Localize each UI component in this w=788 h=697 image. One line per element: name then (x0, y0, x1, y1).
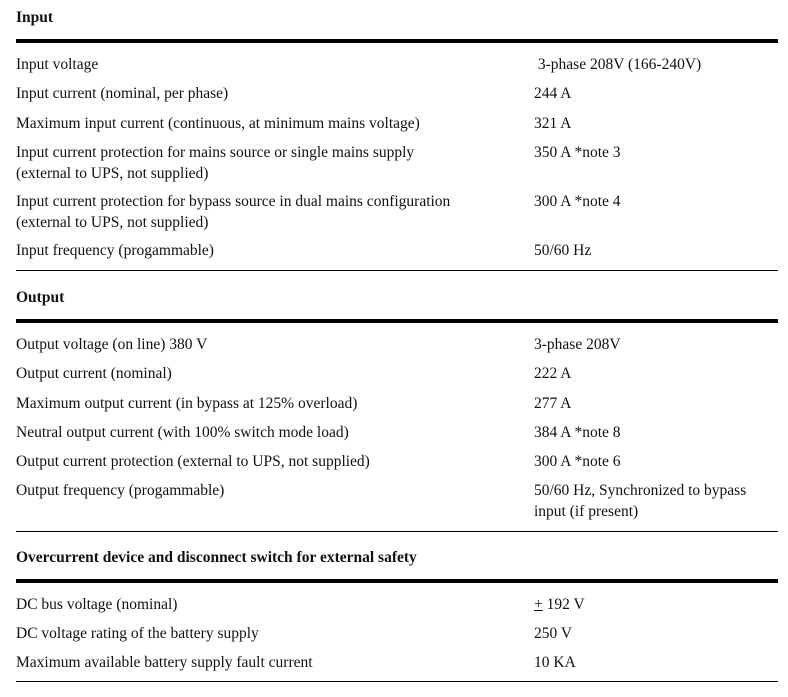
row-label: Maximum input current (continuous, at minimum mains voltage) (16, 115, 420, 132)
section-rule (16, 39, 778, 43)
section-title: Output (16, 289, 65, 306)
row-label: Input current (nominal, per phase) (16, 85, 229, 102)
row-label: Output current protection (external to UPS, not supplied) (16, 453, 370, 470)
row-label: Input frequency (progammable) (16, 242, 214, 259)
section-rule (16, 319, 778, 323)
section-bottom-rule (16, 270, 778, 271)
section-title: Input (16, 9, 54, 26)
section-bottom-rule (16, 681, 778, 682)
row-label: DC bus voltage (nominal) (16, 596, 178, 613)
row-label: DC voltage rating of the battery supply (16, 625, 259, 642)
row-label: Neutral output current (with 100% switch mode load) (16, 424, 349, 441)
row-label: (external to UPS, not supplied) (16, 214, 209, 231)
row-value: 300 A *note 4 (534, 193, 621, 210)
plus-minus-symbol: + (534, 596, 543, 613)
row-label: Output voltage (on line) 380 V (16, 336, 208, 353)
row-value: 3-phase 208V (534, 336, 621, 353)
row-value: 300 A *note 6 (534, 453, 621, 470)
row-label: Input current protection for mains source or single mains supply (16, 144, 415, 161)
row-value (534, 594, 778, 615)
row-value: 321 A (534, 115, 572, 132)
row-value: 222 A (534, 365, 572, 382)
row-label: Input current protection for bypass source in dual mains configuration (16, 193, 451, 210)
row-value: 10 KA (534, 654, 576, 671)
row-label: Maximum available battery supply fault current (16, 654, 313, 671)
section-rule (16, 579, 778, 583)
row-label: Maximum output current (in bypass at 125% overload) (16, 395, 358, 412)
section-bottom-rule (16, 531, 778, 532)
section-title: Overcurrent device and disconnect switch for external safety (16, 549, 417, 566)
row-value: 3-phase 208V (166-240V) (534, 56, 702, 73)
row-label: (external to UPS, not supplied) (16, 165, 209, 182)
row-label: Input voltage (16, 56, 99, 73)
row-value: 50/60 Hz (534, 242, 592, 259)
row-value-text: 192 V (542, 596, 585, 613)
row-value: 50/60 Hz, Synchronized to bypass (534, 482, 747, 499)
row-value: 244 A (534, 85, 572, 102)
row-label: Output frequency (progammable) (16, 482, 225, 499)
row-value: 350 A *note 3 (534, 144, 621, 161)
row-value: 384 A *note 8 (534, 424, 621, 441)
row-label: Output current (nominal) (16, 365, 172, 382)
row-value: input (if present) (534, 503, 639, 520)
row-value: 250 V (534, 625, 573, 642)
row-value: 277 A (534, 395, 572, 412)
